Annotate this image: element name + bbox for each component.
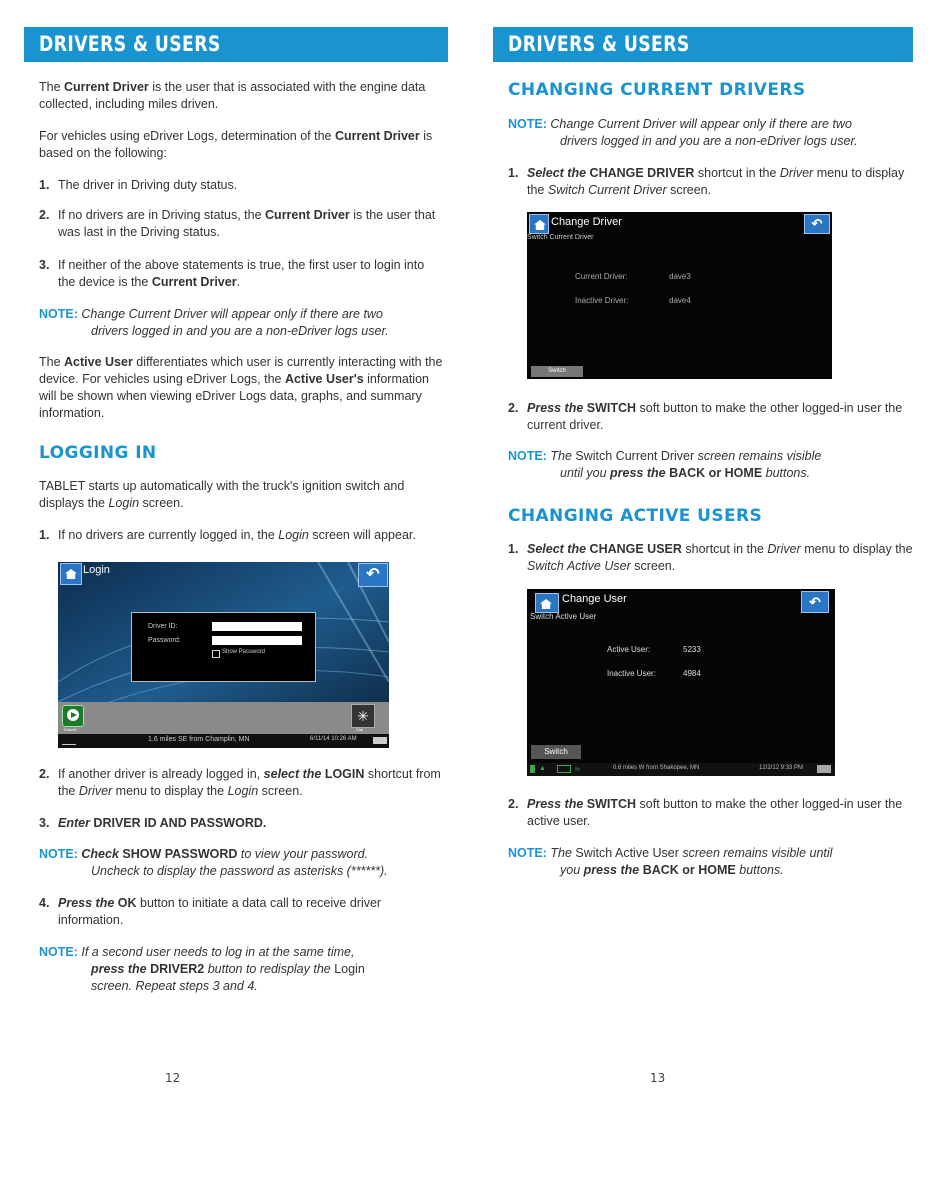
status-datetime: 6/11/14 10:26 AM [310, 736, 357, 742]
note: NOTE: If a second user needs to log in at the same time, press the DRIVER2 button to redisplay the Login screen. Repeat steps 3 and 4. [39, 945, 365, 993]
inactive-driver-label: Inactive Driver: [575, 296, 629, 305]
submit-button[interactable] [62, 705, 84, 727]
password-input[interactable] [212, 636, 302, 645]
section-heading: CHANGING ACTIVE USERS [508, 506, 763, 526]
change-user-screenshot [527, 589, 835, 776]
current-driver-label: Current Driver: [575, 272, 628, 281]
show-password-checkbox[interactable] [212, 650, 220, 658]
list-item: 1. If no drivers are currently logged in, the Login screen will appear. [39, 528, 416, 542]
list-item: 2. Press the SWITCH soft button to make the other logged-in user the current driver. [508, 401, 903, 432]
list-item: 3. If neither of the above statements is true, the first user to login into the device is the Current Driver. [39, 258, 425, 289]
note: NOTE: Change Current Driver will appear only if there are two drivers logged in and you are a non-eDriver logs user. [39, 307, 389, 338]
active-user-paragraph: The Active User differentiates which user is currently interacting with the device. For vehicles using eDriver Logs, the Active User's information will be shown when viewing eDriver Logs data, graphs, and summary information. [39, 355, 443, 420]
status-location: 1.6 miles SE from Champlin, MN [148, 736, 250, 743]
list-item: 2. If another driver is already logged in, select the LOGIN shortcut from the Driver menu to display the Login screen. [39, 767, 441, 798]
battery-level-icon [530, 765, 535, 773]
edriver-paragraph: For vehicles using eDriver Logs, determination of the Current Driver is based on the following: [39, 129, 433, 160]
password-label: Password: [148, 637, 181, 644]
home-icon[interactable] [529, 214, 549, 234]
active-user-value: 5233 [683, 645, 701, 654]
list-item: 1. Select the CHANGE USER shortcut in the Driver menu to display the Switch Active User screen. [508, 542, 913, 573]
list-item: 2. If no drivers are in Driving status, the Current Driver is the user that was last in the Driving status. [39, 208, 436, 239]
screen-title: Change Driver [551, 216, 622, 228]
dial-label: Dial [356, 727, 363, 732]
screen-subtitle: Switch Active User [530, 612, 597, 621]
list-item: 1. Select the CHANGE DRIVER shortcut in the Driver menu to display the Switch Current Driver screen. [508, 166, 905, 197]
note: NOTE: Check SHOW PASSWORD to view your password. Uncheck to display the password as asterisks (******). [39, 847, 388, 878]
list-item: 4. Press the OK button to initiate a data call to receive driver information. [39, 896, 382, 927]
signal-icon [62, 737, 76, 745]
back-icon[interactable]: ↶ [358, 563, 388, 587]
back-icon[interactable]: ↶ [804, 214, 830, 234]
inactive-user-label: Inactive User: [607, 669, 656, 678]
note: NOTE: The Switch Current Driver screen remains visible until you press the BACK or HOME buttons. [508, 449, 822, 480]
note: NOTE: The Switch Active User screen remains visible until you press the BACK or HOME buttons. [508, 846, 833, 877]
switch-button[interactable]: Switch [531, 366, 583, 377]
active-user-label: Active User: [607, 645, 651, 654]
section-heading: CHANGING CURRENT DRIVERS [508, 80, 806, 100]
driver-id-input[interactable] [212, 622, 302, 631]
home-icon[interactable] [535, 593, 559, 613]
dial-button[interactable] [351, 704, 375, 728]
page-number: 12 [165, 1071, 181, 1085]
list-item: 2. Press the SWITCH soft button to make the other logged-in user the active user. [508, 797, 903, 828]
page-banner: DRIVERS & USERS [24, 27, 448, 62]
list-item: 1. The driver in Driving duty status. [39, 178, 238, 192]
inactive-driver-value: dave4 [669, 296, 691, 305]
battery-icon [373, 737, 387, 744]
login-screenshot [58, 562, 389, 748]
change-driver-screenshot [527, 212, 832, 379]
inactive-user-value: 4984 [683, 669, 701, 678]
screen-subtitle: Switch Current Driver [527, 234, 594, 241]
signal-icon: ▲ [539, 765, 546, 772]
tablet-paragraph: TABLET starts up automatically with the truck's ignition switch and displays the Login screen. [39, 479, 405, 510]
page-banner: DRIVERS & USERS [493, 27, 913, 62]
status-datetime: 12/2/12 9:33 PM [759, 765, 804, 771]
screen-title: Login [83, 564, 110, 576]
mail-icon [557, 765, 571, 773]
status-location: 0.6 miles W from Shakopee, MN [613, 765, 700, 771]
driver-id-label: Driver ID: [148, 623, 178, 630]
battery-icon [817, 765, 831, 773]
section-heading: LOGGING IN [39, 443, 157, 463]
list-item: 3. Enter DRIVER ID AND PASSWORD. [39, 816, 267, 830]
show-password-label: Show Password [222, 649, 266, 655]
current-driver-value: dave3 [669, 272, 691, 281]
login-form [131, 612, 316, 682]
dial-icon: ✳ [357, 708, 369, 724]
intro-paragraph: The Current Driver is the user that is associated with the engine data collected, including miles driven. [39, 80, 426, 111]
back-icon[interactable]: ↶ [801, 591, 829, 613]
note: NOTE: Change Current Driver will appear only if there are two drivers logged in and you are a non-eDriver logs user. [508, 117, 858, 148]
submit-label: Submit [64, 727, 77, 732]
home-icon[interactable] [60, 563, 82, 585]
switch-button[interactable]: Switch [531, 745, 581, 759]
page-number: 13 [650, 1071, 666, 1085]
wifi-icon: ≈ [575, 764, 580, 774]
screen-title: Change User [562, 593, 627, 605]
